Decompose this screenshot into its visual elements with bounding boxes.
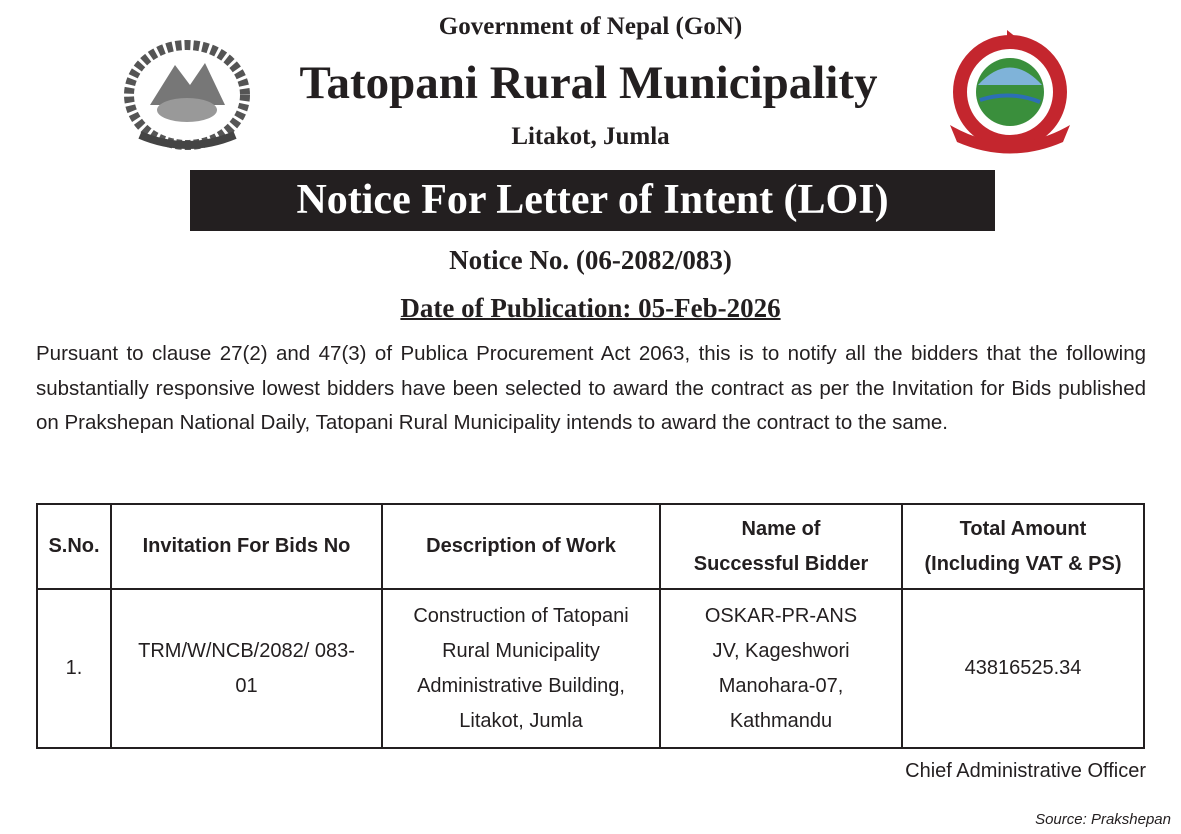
publication-date-text: Date of Publication: 05-Feb-2026: [400, 293, 781, 323]
header-amount: Total Amount (Including VAT & PS): [902, 504, 1144, 589]
notice-body: Pursuant to clause 27(2) and 47(3) of Publica Procurement Act 2063, this is to notify all the bidders that the following substantially responsive lowest bidders have been selected to award the contract as per the Invitation for Bids published on Prakshepan National Daily, Tatopani Rural Municipality intends to award the contract to the same.: [36, 342, 1146, 434]
header-description: Description of Work: [382, 504, 660, 589]
table-row: [37, 589, 1144, 748]
cell-ifb-no: TRM/W/NCB/2082/ 083-01: [111, 589, 382, 748]
signatory: Chief Administrative Officer: [905, 760, 1146, 782]
cell-description: Construction of Tatopani Rural Municipality Administrative Building, Litakot, Jumla: [382, 589, 660, 748]
cell-sno: 1.: [37, 589, 111, 748]
cell-amount: 43816525.34: [902, 589, 1144, 748]
publication-date: [0, 292, 1181, 324]
location: Litakot, Jumla: [511, 123, 670, 150]
header-sno: S.No.: [37, 504, 111, 589]
header-ifb-no: Invitation For Bids No: [111, 504, 382, 589]
source-credit: Source: Prakshepan: [1035, 811, 1171, 828]
notice-banner: Notice For Letter of Intent (LOI): [190, 170, 995, 231]
header-bidder: Name of Successful Bidder: [660, 504, 902, 589]
notice-number: Notice No. (06-2082/083): [449, 245, 732, 275]
table-header-row: [37, 504, 1144, 589]
government-heading: Government of Nepal (GoN): [438, 13, 743, 40]
cell-bidder: OSKAR-PR-ANS JV, Kageshwori Manohara-07, Kathmandu: [660, 589, 902, 748]
municipality-title: Tatopani Rural Municipality: [299, 57, 878, 109]
award-table: [36, 503, 1145, 749]
